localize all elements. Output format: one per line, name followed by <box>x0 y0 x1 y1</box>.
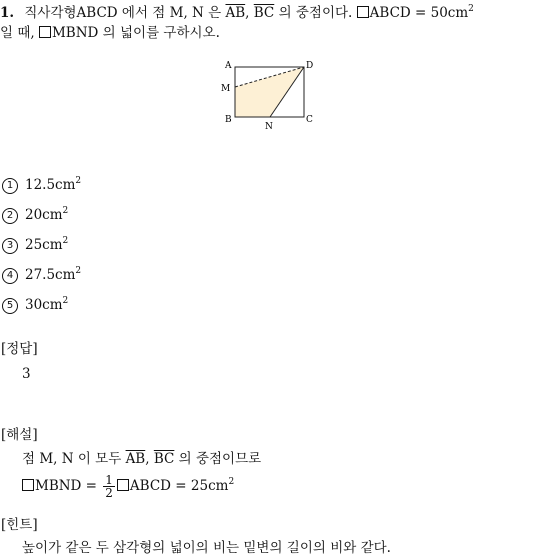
label-m: M <box>221 84 231 94</box>
choice-marker-2: 2 <box>2 208 18 224</box>
fraction-one-half <box>103 474 115 499</box>
rectangle-figure <box>218 55 318 135</box>
choice-1[interactable] <box>2 176 81 194</box>
choice-marker-5: 5 <box>2 298 18 314</box>
question-number: 1. <box>0 5 15 21</box>
given-area-exponent: 2 <box>468 4 474 14</box>
label-b: B <box>225 115 232 125</box>
label-n: N <box>265 122 273 132</box>
explanation-exponent: 2 <box>228 477 235 487</box>
square-symbol-icon <box>357 6 369 18</box>
question-text-mid: 의 중점이다. <box>278 5 353 21</box>
question-line2-suffix: 의 넓이를 구하시오. <box>102 25 220 41</box>
choice-marker-3: 3 <box>2 238 18 254</box>
hint-text: 높이가 같은 두 삼각형의 넓이의 비는 밑변의 길이의 비와 같다. <box>22 540 391 556</box>
answer-header: [정답] <box>1 341 38 357</box>
question-line2-prefix: 일 때, <box>0 25 35 41</box>
choice-5[interactable] <box>2 296 68 314</box>
choice-3[interactable] <box>2 236 68 254</box>
label-a: A <box>225 61 232 71</box>
square-symbol-icon <box>39 26 51 38</box>
question-line-1 <box>0 4 474 22</box>
shaded-quadrilateral <box>235 67 304 117</box>
choice-marker-4: 4 <box>2 268 18 284</box>
answer-value: 3 <box>22 366 31 382</box>
hint-header: [힌트] <box>1 517 38 533</box>
choice-exponent: 2 <box>62 296 69 306</box>
fraction-denominator: 2 <box>105 486 113 500</box>
label-d: D <box>306 61 314 71</box>
explanation-line-2 <box>22 472 234 500</box>
segment-bc: $\overline{BC}$ <box>153 451 175 467</box>
comma: , <box>145 451 150 467</box>
explanation-lhs: MBND = <box>35 478 97 494</box>
choice-exponent: 2 <box>62 236 69 246</box>
choice-exponent: 2 <box>62 206 69 216</box>
explanation-prefix: 점 M, N 이 모두 <box>22 451 122 467</box>
choice-value: 20cm <box>25 207 63 223</box>
explanation-line-1 <box>22 450 261 468</box>
segment-ab: $\overline{AB}$ <box>125 451 146 467</box>
comma: , <box>245 5 250 21</box>
choice-value: 27.5cm <box>25 267 76 283</box>
choice-value: 30cm <box>25 297 63 313</box>
choice-exponent: 2 <box>75 176 82 186</box>
question-text-prefix: 직사각형ABCD 에서 점 M, N 은 <box>24 5 222 21</box>
explanation-rhs: ABCD = 25cm <box>129 478 229 494</box>
choice-marker-1: 1 <box>2 178 18 194</box>
question-shape-name: MBND <box>51 25 99 41</box>
fraction-numerator: 1 <box>105 473 113 487</box>
choice-4[interactable] <box>2 266 81 284</box>
segment-bc: $\overline{BC}$ <box>253 5 275 21</box>
choice-2[interactable] <box>2 206 68 224</box>
square-symbol-icon <box>117 479 129 491</box>
segment-ab: $\overline{AB}$ <box>225 5 246 21</box>
given-area: ABCD = 50cm <box>369 5 469 21</box>
question-line-2 <box>0 24 220 42</box>
explanation-header: [해설] <box>1 427 38 443</box>
square-symbol-icon <box>22 479 34 491</box>
choice-exponent: 2 <box>75 266 82 276</box>
label-c: C <box>306 115 313 125</box>
choice-value: 12.5cm <box>25 177 76 193</box>
choice-value: 25cm <box>25 237 63 253</box>
explanation-suffix: 의 중점이므로 <box>178 451 262 467</box>
